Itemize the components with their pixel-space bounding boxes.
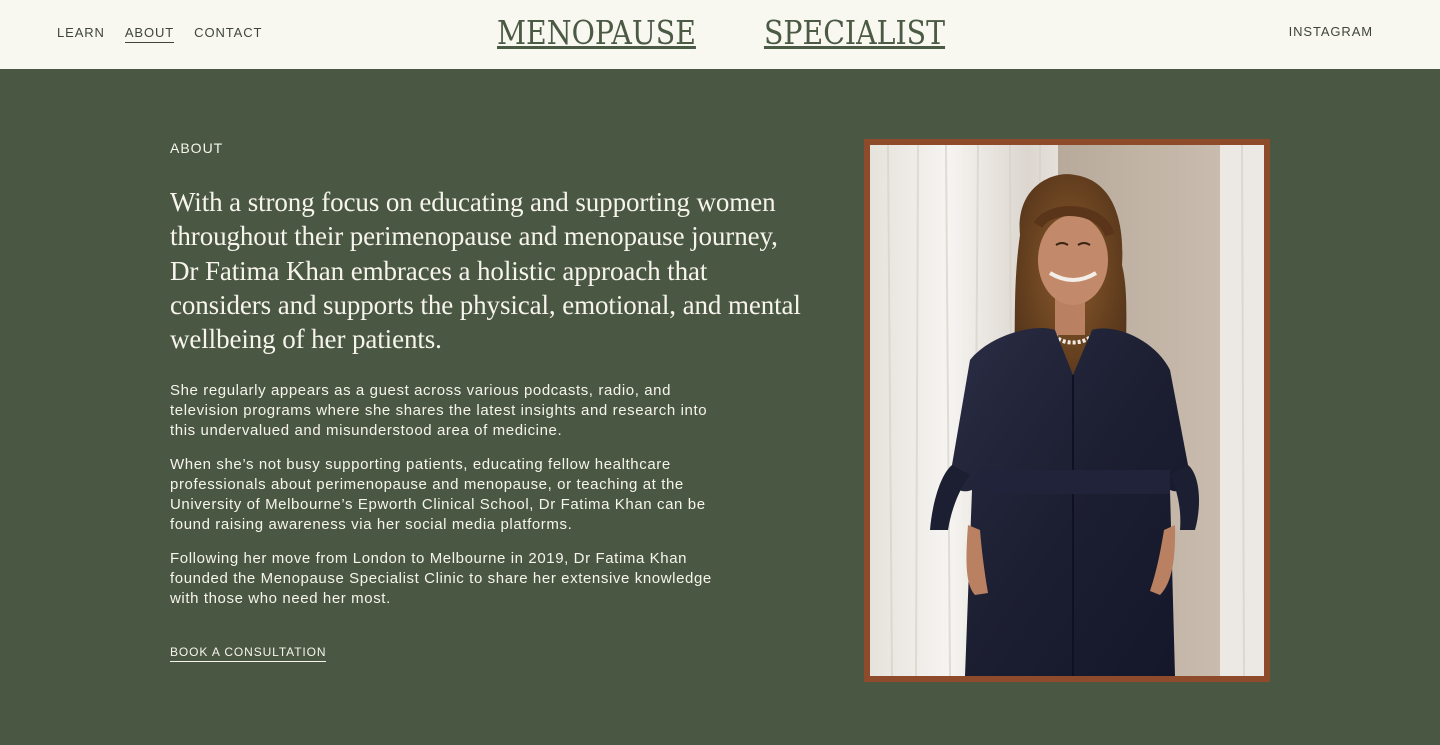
nav-contact-link[interactable]: CONTACT [194, 25, 263, 40]
portrait-illustration [870, 145, 1264, 676]
site-logo[interactable] [497, 13, 945, 53]
body-paragraph-media: She regularly appears as a guest across various podcasts, radio, and television programs where she shares the latest insights and research into this undervalued and misunderstood area of medicine. [170, 382, 708, 440]
logo-word-specialist: SPECIALIST [763, 13, 946, 52]
about-section [170, 139, 810, 662]
body-paragraph-move: Following her move from London to Melbourne in 2019, Dr Fatima Khan founded the Menopause Specialist Clinic to share her extensive knowledge with those who need her most. [170, 550, 712, 608]
logo-word-menopause: MENOPAUSE [497, 13, 696, 52]
portrait-photo [864, 139, 1270, 682]
section-eyebrow: ABOUT [170, 140, 224, 156]
nav-learn-link[interactable]: LEARN [57, 25, 105, 40]
site-header [0, 0, 1440, 69]
body-paragraph-teaching: When she’s not busy supporting patients, educating fellow healthcare professionals about perimenopause and menopause, or teaching at the University of Melbourne’s Epworth Clinical School, Dr Fatima Khan can be found raising awareness via her social media platforms. [170, 456, 706, 534]
nav-about-link[interactable]: ABOUT [125, 25, 174, 43]
instagram-link[interactable]: INSTAGRAM [1288, 24, 1373, 39]
book-consultation-link[interactable]: BOOK A CONSULTATION [170, 645, 326, 662]
main-nav [57, 25, 262, 43]
lead-paragraph: With a strong focus on educating and supporting women throughout their perimenopause and menopause journey, Dr Fatima Khan embraces a holistic approach that considers and supports the physical, emotional, and mental wellbeing of her patients. [170, 187, 801, 355]
